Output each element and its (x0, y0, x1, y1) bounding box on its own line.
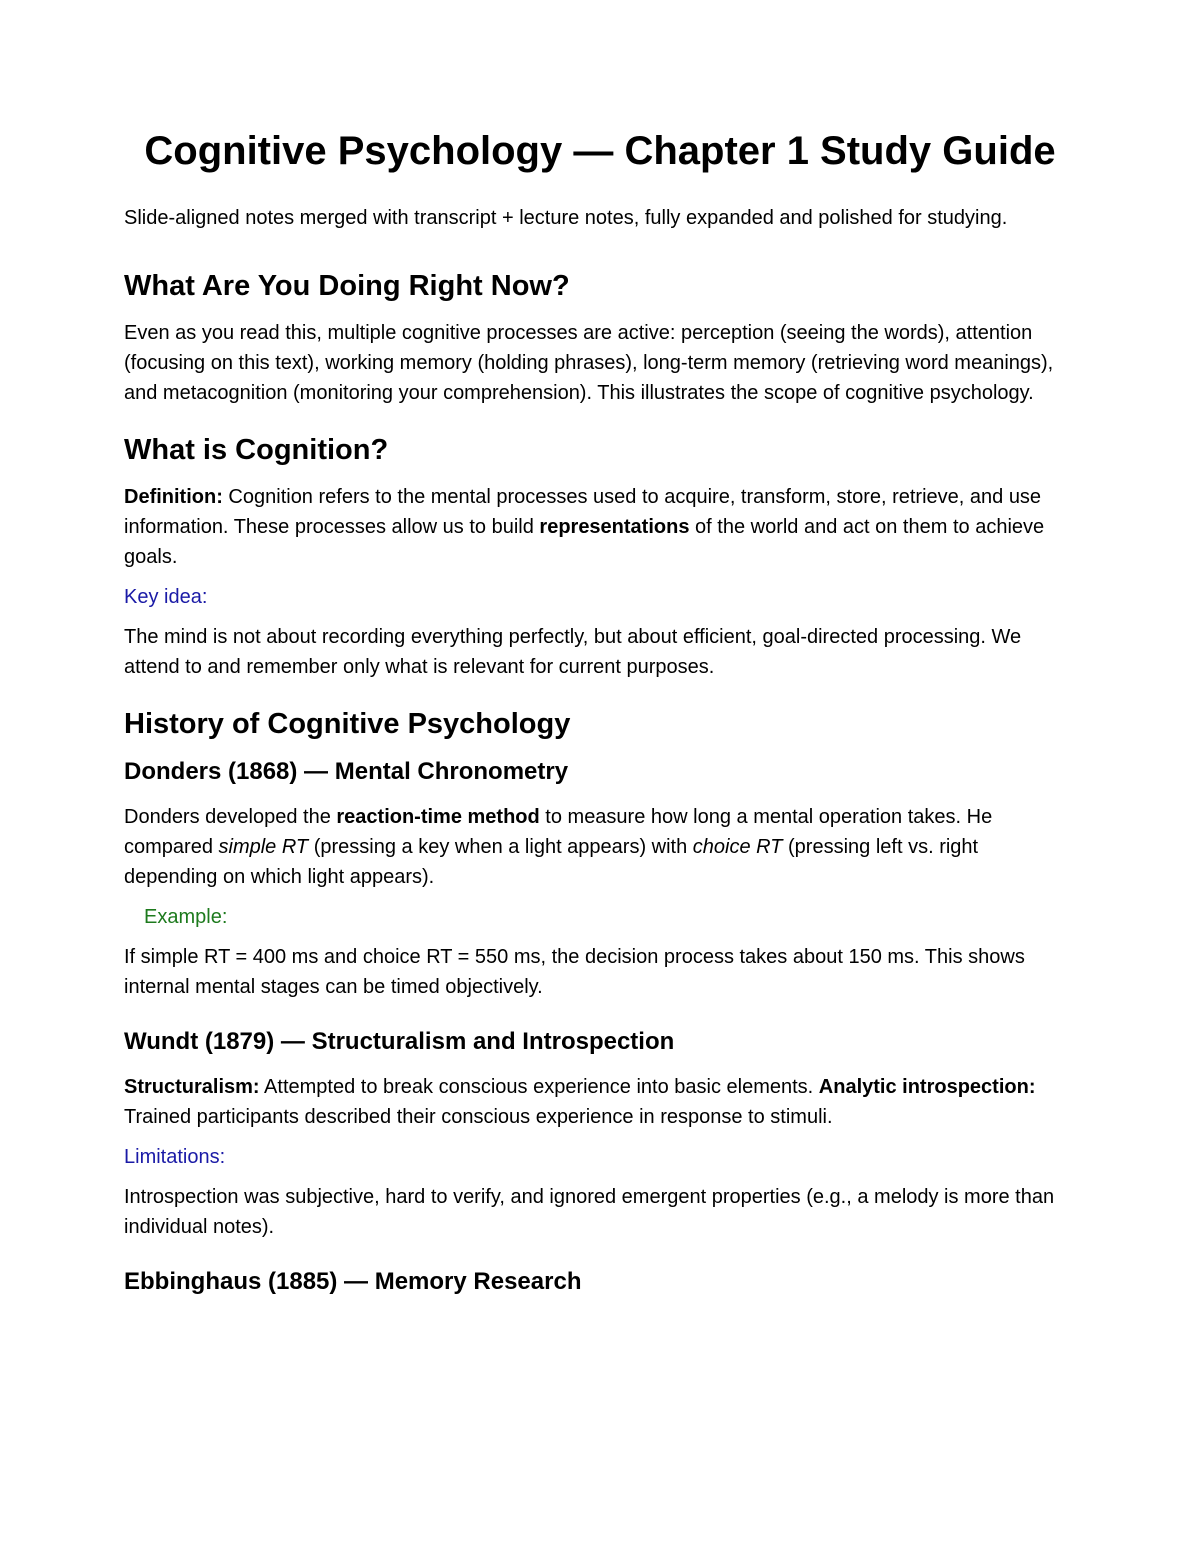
key-idea-text: The mind is not about recording everything perfectly, but about efficient, goal-directed processing. We attend to and remember only what is relevant for current purposes. (124, 626, 1022, 678)
heading-what-is-cognition: What is Cognition? (124, 434, 389, 466)
donders-text-2: to measure how long a mental operation takes. He compared (124, 806, 993, 858)
example-label: Example: (144, 906, 228, 928)
definition-text-2: of the world and act on them to achieve goals. (124, 516, 1045, 568)
heading-what-are-you-doing: What Are You Doing Right Now? (124, 270, 570, 302)
paragraph-right-now: Even as you read this, multiple cognitive processes are active: perception (seeing the words), attention (focusing on this text), working memory (holding phrases), long-term memory (retrieving word meanings), and metacognition (monitoring your comprehension). This illustrates the scope of cognitive psychology. (124, 322, 1054, 404)
definition-bold-term: representations (539, 516, 690, 538)
heading-history: History of Cognitive Psychology (124, 708, 571, 740)
document-title: Cognitive Psychology — Chapter 1 Study Guide (144, 129, 1056, 173)
document-subtitle: Slide-aligned notes merged with transcript + lecture notes, fully expanded and polished for studying. (124, 207, 1008, 229)
donders-text-3: (pressing a key when a light appears) with (308, 836, 693, 858)
wundt-bold-structuralism: Structuralism: (124, 1076, 260, 1098)
limitations-text: Introspection was subjective, hard to verify, and ignored emergent properties (e.g., a melody is more than individual notes). (124, 1186, 1055, 1238)
example-text: If simple RT = 400 ms and choice RT = 550 ms, the decision process takes about 150 ms. This shows internal mental stages can be timed objectively. (124, 946, 1025, 998)
donders-italic-simple-rt: simple RT (218, 836, 309, 858)
wundt-text-1: Attempted to break conscious experience into basic elements. (259, 1076, 819, 1098)
definition-label: Definition: (124, 486, 223, 508)
paragraph-definition (124, 482, 1076, 572)
donders-italic-choice-rt: choice RT (692, 836, 783, 858)
paragraph-wundt (124, 1072, 1076, 1132)
donders-text-4: (pressing left vs. right depending on which light appears). (124, 836, 979, 888)
donders-bold-term: reaction-time method (336, 806, 540, 828)
heading-donders: Donders (1868) — Mental Chronometry (124, 758, 569, 785)
paragraph-donders (124, 802, 1076, 892)
donders-text-1: Donders developed the (124, 806, 337, 828)
wundt-text-2: Trained participants described their conscious experience in response to stimuli. (124, 1106, 833, 1128)
key-idea-label: Key idea: (124, 586, 208, 608)
heading-wundt: Wundt (1879) — Structuralism and Introspection (124, 1028, 675, 1055)
limitations-label: Limitations: (124, 1146, 226, 1168)
wundt-bold-introspection: Analytic introspection: (818, 1076, 1036, 1098)
definition-text-1: Cognition refers to the mental processes used to acquire, transform, store, retrieve, and use information. These processes allow us to build (124, 486, 1042, 538)
heading-ebbinghaus: Ebbinghaus (1885) — Memory Research (124, 1268, 582, 1295)
